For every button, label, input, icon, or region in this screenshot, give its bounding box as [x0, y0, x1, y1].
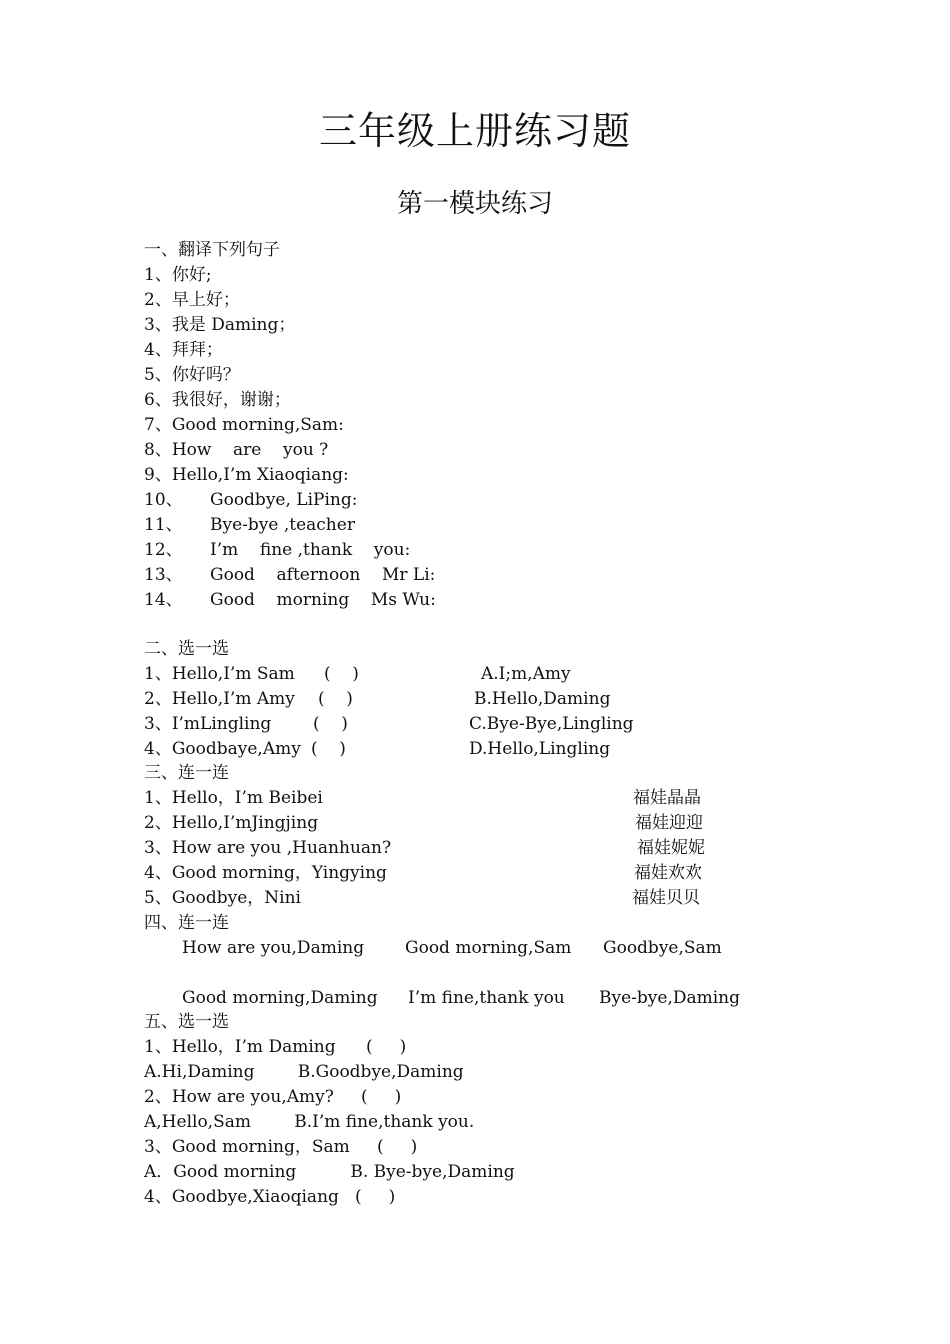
translate-item-text: Bye-bye ,teacher: [210, 515, 355, 535]
choice-question: 1、Hello，I’m Daming: [144, 1037, 336, 1057]
answer-bracket[interactable]: ( ): [324, 664, 359, 684]
module-title: 第一模块练习: [396, 189, 553, 219]
answer-bracket[interactable]: ( ): [366, 1037, 407, 1057]
match-phrase: How are you,Daming: [182, 938, 365, 958]
translate-item-number: 13、: [144, 565, 183, 585]
match-right-item: 福娃迎迎: [635, 813, 703, 833]
choice-options: A．Good morning B. Bye-bye,Daming: [144, 1162, 515, 1182]
answer-bracket[interactable]: ( ): [311, 739, 346, 759]
translate-item: 5、你好吗？: [144, 365, 240, 385]
translate-item: 2、早上好；: [144, 290, 240, 310]
translate-item-text: Good afternoon Mr Li:: [210, 565, 436, 585]
choice-question: 1、Hello,I’m Sam: [144, 664, 295, 684]
section-2-heading: 二、选一选: [144, 639, 229, 659]
match-right-item: 福娃晶晶: [633, 788, 701, 808]
choice-option: C.Bye-Bye,Lingling: [469, 714, 634, 734]
translate-item: 7、Good morning,Sam:: [144, 415, 344, 435]
choice-question: 4、Goodbye,Xiaoqiang: [144, 1187, 339, 1207]
translate-item-text: Goodbye, LiPing:: [210, 490, 358, 510]
answer-bracket[interactable]: ( ): [361, 1087, 402, 1107]
translate-item: 3、我是 Daming；: [144, 315, 296, 335]
choice-options: A,Hello,Sam B.I’m fine,thank you.: [144, 1112, 475, 1132]
match-right-item: 福娃欢欢: [634, 863, 702, 883]
choice-question: 2、Hello,I’m Amy: [144, 689, 295, 709]
match-left-item: 2、Hello,I’mJingjing: [144, 813, 319, 833]
match-left-item: 3、How are you ,Huanhuan?: [144, 838, 392, 858]
translate-item-text: Good morning Ms Wu:: [210, 590, 436, 610]
match-left-item: 1、Hello，I’m Beibei: [144, 788, 323, 808]
match-phrase: Goodbye,Sam: [603, 938, 722, 958]
match-phrase: I’m fine,thank you: [408, 988, 565, 1008]
choice-options: A.Hi,Daming B.Goodbye,Daming: [144, 1062, 464, 1082]
section-5-heading: 五、选一选: [144, 1012, 229, 1032]
translate-item: 6、我很好，谢谢；: [144, 390, 291, 410]
translate-item-number: 14、: [144, 590, 183, 610]
page-title: 三年级上册练习题: [318, 109, 631, 153]
answer-bracket[interactable]: ( ): [377, 1137, 418, 1157]
choice-question: 3、Good morning，Sam: [144, 1137, 350, 1157]
match-right-item: 福娃贝贝: [632, 888, 700, 908]
answer-bracket[interactable]: ( ): [355, 1187, 396, 1207]
choice-option: A.I;m,Amy: [481, 664, 571, 684]
translate-item: 8、How are you ?: [144, 440, 329, 460]
answer-bracket[interactable]: ( ): [313, 714, 348, 734]
match-right-item: 福娃妮妮: [637, 838, 705, 858]
match-left-item: 5、Goodbye，Nini: [144, 888, 301, 908]
translate-item-number: 10、: [144, 490, 183, 510]
choice-question: 3、I’mLingling: [144, 714, 272, 734]
choice-question: 2、How are you,Amy?: [144, 1087, 334, 1107]
translate-item-number: 11、: [144, 515, 183, 535]
translate-item-number: 12、: [144, 540, 183, 560]
choice-question: 4、Goodbaye,Amy: [144, 739, 301, 759]
section-4-heading: 四、连一连: [144, 913, 229, 933]
translate-item: 1、你好;: [144, 265, 212, 285]
match-phrase: Bye-bye,Daming: [599, 988, 741, 1008]
choice-option: D.Hello,Lingling: [469, 739, 611, 759]
match-phrase: Good morning,Sam: [405, 938, 572, 958]
section-1-heading: 一、翻译下列句子: [144, 240, 280, 260]
match-left-item: 4、Good morning，Yingying: [144, 863, 387, 883]
translate-item: 9、Hello,I’m Xiaoqiang:: [144, 465, 349, 485]
match-phrase: Good morning,Daming: [182, 988, 378, 1008]
section-3-heading: 三、连一连: [144, 763, 229, 783]
translate-item: 4、拜拜；: [144, 340, 223, 360]
translate-item-text: I’m fine ,thank you:: [210, 540, 411, 560]
choice-option: B.Hello,Daming: [474, 689, 611, 709]
answer-bracket[interactable]: ( ): [318, 689, 353, 709]
